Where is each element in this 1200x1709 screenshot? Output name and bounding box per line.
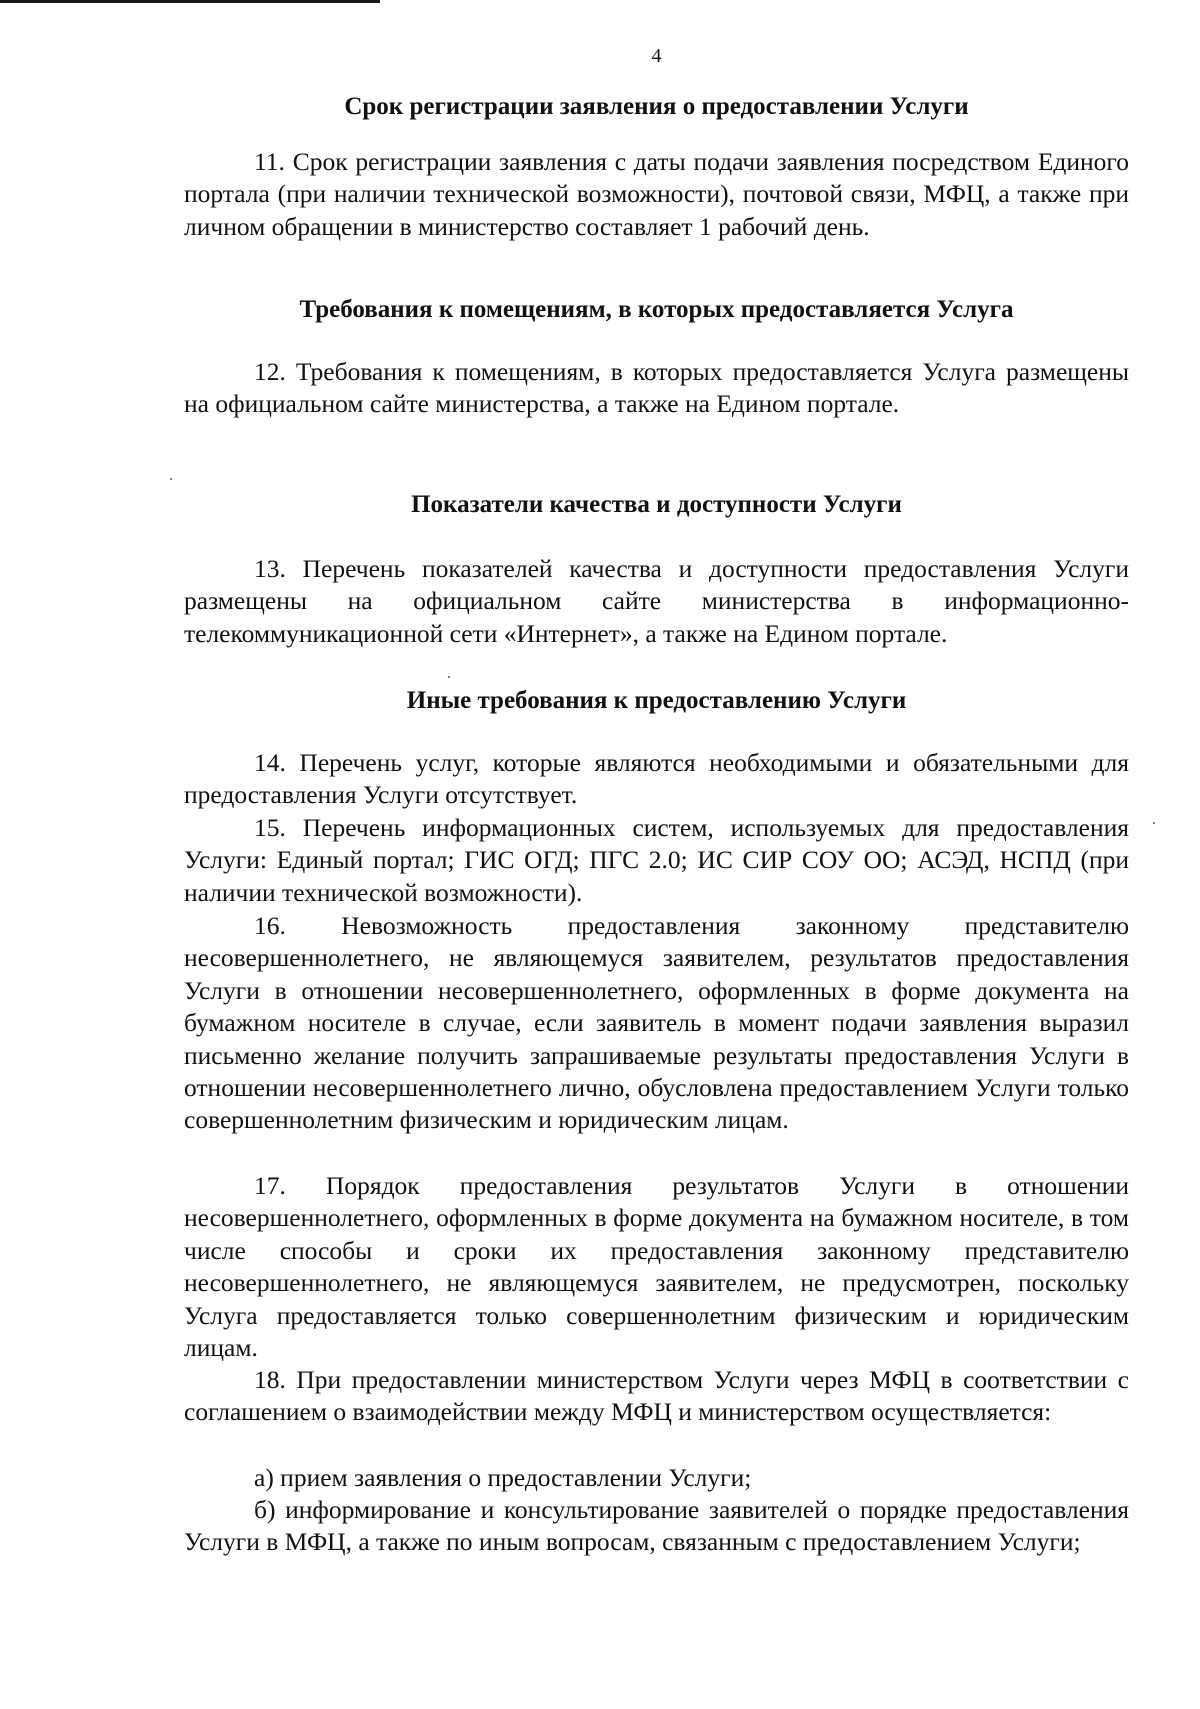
paragraph-17: 17. Порядок предоставления результатов Услуги в отношении несовершеннолетнего, оформленных в форме документа на бумажном носителе, в том числе способы и сроки их предоставления законному представителю несовершеннолетнего, не являющемуся заявителем, не предусмотрен, поскольку Услуга предоставляется только совершеннолетним физическим и юридическим лицам. bbox=[184, 1171, 1129, 1363]
scan-speck bbox=[170, 478, 172, 480]
paragraph-12: 12. Требования к помещениям, в которых предоставляется Услуга размещены на официальном сайте министерства, а также на Едином портале. bbox=[184, 357, 1129, 419]
paragraph-14: 14. Перечень услуг, которые являются необходимыми и обязательными для предоставления Услуги отсутствует. bbox=[184, 748, 1129, 810]
heading-other-requirements: Иные требования к предоставлению Услуги bbox=[406, 687, 907, 714]
paragraph-13: 13. Перечень показателей качества и доступности предоставления Услуги размещены на официальном сайте министерства в информационно-телекоммуникационной сети «Интернет», а также на Едином портале. bbox=[184, 554, 1129, 648]
heading-premises-requirements: Требования к помещениям, в которых предоставляется Услуга bbox=[299, 296, 1014, 323]
scan-speck bbox=[1153, 822, 1155, 824]
paragraph-18: 18. При предоставлении министерством Услуги через МФЦ в соответствии с соглашением о взаимодействии между МФЦ и министерством осуществляется: bbox=[184, 1365, 1129, 1427]
paragraph-16: 16. Невозможность предоставления законному представителю несовершеннолетнего, не являющемуся заявителем, результатов предоставления Услуги в отношении несовершеннолетнего, оформленных в форме документа на бумажном носителе в случае, если заявитель в момент подачи заявления выразил письменно желание получить запрашиваемые результаты предоставления Услуги в отношении несовершеннолетнего лично, обусловлена предоставлением Услуги только совершеннолетним физическим и юридическим лицам. bbox=[184, 911, 1129, 1135]
list-item-a: а) прием заявления о предоставлении Услуги; bbox=[254, 1463, 752, 1492]
paragraph-11: 11. Срок регистрации заявления с даты подачи заявления посредством Единого портала (при наличии технической возможности), почтовой связи, МФЦ, а также при личном обращении в министерство составляет 1 рабочий день. bbox=[184, 147, 1129, 241]
scan-speck bbox=[448, 676, 450, 678]
list-item-b: б) информирование и консультирование заявителей о порядке предоставления Услуги в МФЦ, а также по иным вопросам, связанным с предоставлением Услуги; bbox=[184, 1495, 1129, 1557]
heading-registration-term: Срок регистрации заявления о предоставлении Услуги bbox=[344, 93, 969, 120]
heading-quality-indicators: Показатели качества и доступности Услуги bbox=[411, 491, 902, 518]
scan-edge bbox=[0, 0, 380, 3]
paragraph-15: 15. Перечень информационных систем, используемых для предоставления Услуги: Единый портал; ГИС ОГД; ПГС 2.0; ИС СИР СОУ ОО; АСЭД, НСПД (при наличии технической возможности). bbox=[184, 813, 1129, 907]
page-number: 4 bbox=[651, 45, 662, 67]
